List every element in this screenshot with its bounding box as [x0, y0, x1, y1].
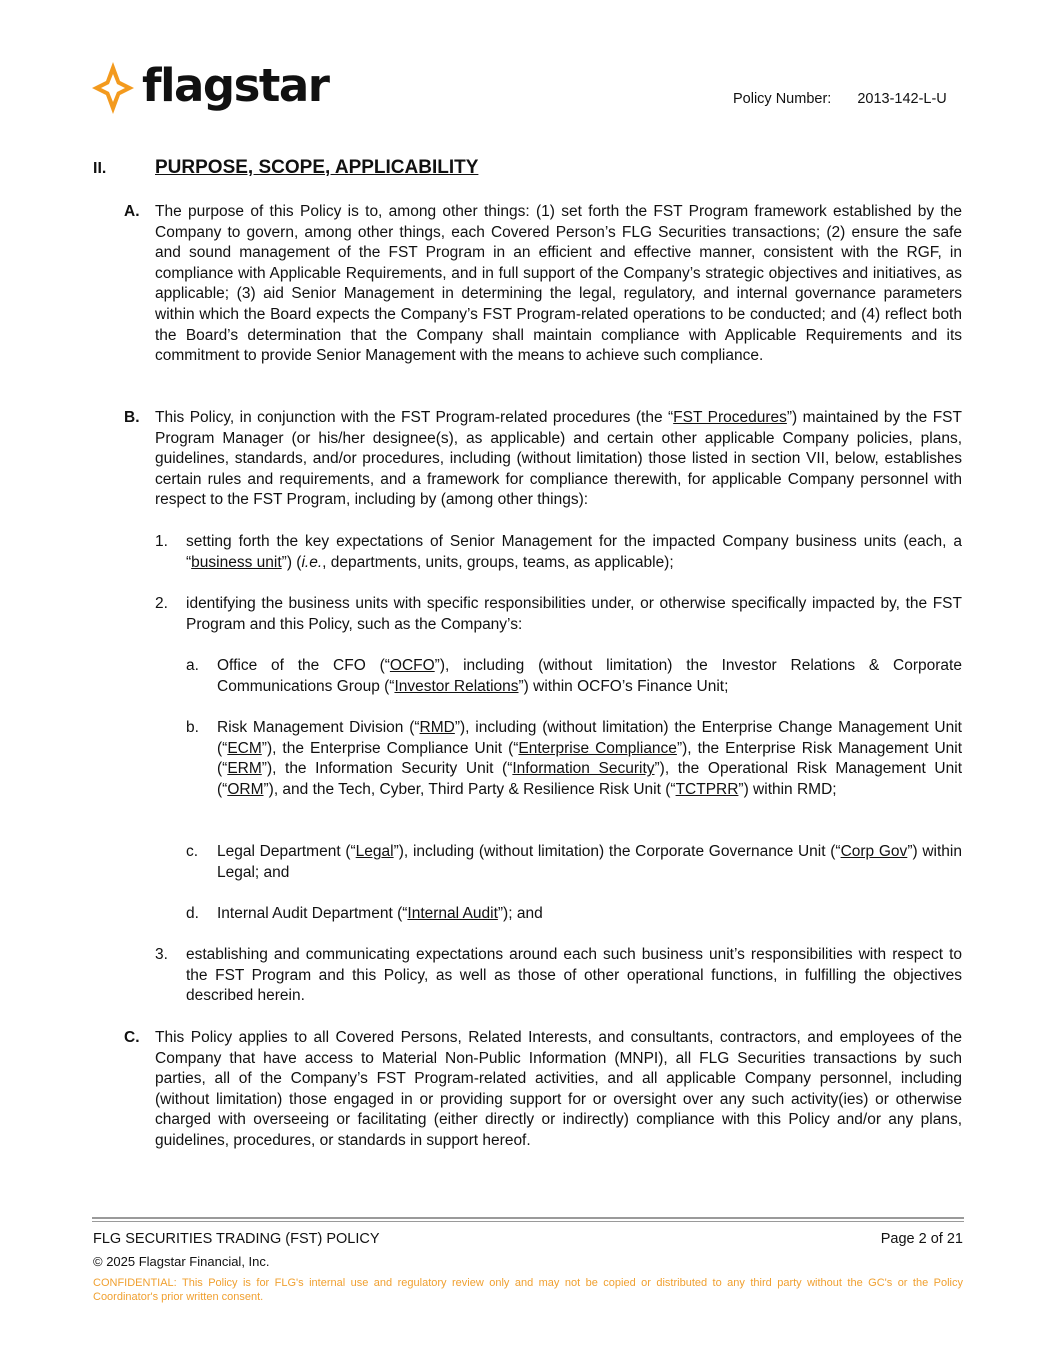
section-heading: [93, 157, 478, 179]
sub-item-a: Office of the CFO (“OCFO”), including (without limitation) the Investor Relations & Corporate Communications Group (“Investor Relations”) within OCFO’s Finance Unit;: [217, 657, 962, 695]
para-a: The purpose of this Policy is to, among other things: (1) set forth the FST Program framework established by the Company to govern, among other things, each Covered Person’s FLG Securities transactions; (2) ensure the safe and sound management of the FST Program in an efficient and effective manner, consistent with the RGF, in compliance with Applicable Requirements, and in full support of the Company’s strategic objectives and initiatives, as applicable; (3) aid Senior Management in determining the legal, regulatory, and internal governance parameters within which the Board expects the Company’s FST Program-related operations to be conducted; and (4) reflect both the Board’s determination that the Company shall maintain compliance with Applicable Requirements and its commitment to provide Senior Management with the means to achieve such compliance.: [155, 203, 962, 365]
footer-rule-thin: [92, 1221, 964, 1222]
footer-rule: [92, 1217, 964, 1219]
section-title: PURPOSE, SCOPE, APPLICABILITY: [155, 157, 479, 178]
policy-number: [733, 91, 947, 107]
sub-c-label: c.: [186, 843, 199, 860]
para-b-label: B.: [124, 409, 140, 426]
term-ecm: ECM: [227, 739, 262, 757]
term-business-unit: business unit: [191, 553, 282, 571]
item-1: setting forth the key expectations of Senior Management for the impacted Company business units (each, a “business unit”) (i.e., departments, units, groups, teams, as applicable);: [186, 533, 962, 571]
item-3: establishing and communicating expectations around each such business unit’s responsibilities with respect to the FST Program and this Policy, as well as those of other operational functions, in fulfilling the objectives described herein.: [186, 946, 962, 1005]
term-corp-gov: Corp Gov: [840, 843, 908, 860]
sub-d-label: d.: [186, 905, 199, 922]
footer-copyright: © 2025 Flagstar Financial, Inc.: [93, 1254, 270, 1269]
term-fst-procedures: FST Procedures: [673, 409, 787, 426]
sub-b-label: b.: [186, 719, 199, 736]
policy-number-label: Policy Number:: [733, 91, 832, 107]
term-legal: Legal: [355, 843, 394, 860]
footer-confidential-notice: CONFIDENTIAL: This Policy is for FLG's internal use and regulatory review only and may not be copied or distributed to any third party without the GC's or the Policy Coordinator's prior written consent.: [93, 1277, 963, 1303]
section-number: II.: [93, 160, 107, 177]
item-2-label: 2.: [155, 595, 168, 612]
footer-page-number: Page 2 of 21: [880, 1231, 963, 1247]
para-c-label: C.: [124, 1029, 140, 1046]
term-enterprise-compliance: Enterprise Compliance: [518, 739, 677, 757]
sub-item-b: Risk Management Division (“RMD”), including (without limitation) the Enterprise Change Management Unit (“ECM”), the Enterprise Compliance Unit (“Enterprise Compliance”), the Enterprise Risk Management Unit (“ERM”), the Information Security Unit (“Information Security”), the Operational Risk Management Unit (“ORM”), and the Tech, Cyber, Third Party & Resilience Risk Unit (“TCTPRR”) within RMD;: [217, 719, 963, 798]
para-a-label: A.: [124, 203, 140, 220]
item-3-label: 3.: [155, 946, 168, 963]
sub-item-d: Internal Audit Department (“Internal Audit”); and: [217, 905, 543, 922]
para-b: This Policy, in conjunction with the FST Program-related procedures (the “FST Procedures”) maintained by the FST Program Manager (or his/her designee(s), as applicable) and certain other applicable Company policies, plans, guidelines, standards, and/or procedures, including (without limitation) those listed in section VII, below, establishes certain rules and requirements, and a framework for compliance therewith, for applicable Company personnel with respect to the FST Program, including by (among other things):: [155, 409, 962, 509]
sub-item-c: Legal Department (“Legal”), including (without limitation) the Corporate Governance Unit (“Corp Gov”) within Legal; and: [217, 843, 962, 881]
flagstar-logo: [92, 60, 328, 116]
policy-number-value: 2013-142-L-U: [857, 91, 947, 107]
term-tctprr: TCTPRR: [675, 780, 739, 798]
term-internal-audit: Internal Audit: [407, 905, 498, 922]
para-c: This Policy applies to all Covered Persons, Related Interests, and consultants, contractors, and employees of the Company that have access to Material Non-Public Information (MNPI), all FLG Securities transactions by such parties, all of the Company’s FST Program-related activities, and all applicable Company personnel, including (without limitation) those engaged in or providing support for or oversight over any such activity(ies) or otherwise charged with overseeing or facilitating (either directly or indirectly) compliance with this Policy and/or any plans, guidelines, procedures, or standards in support hereof.: [155, 1029, 962, 1149]
flagstar-star-icon: [92, 62, 134, 114]
term-information-security: Information Security: [512, 760, 655, 778]
item-2: identifying the business units with specific responsibilities under, or otherwise specifically impacted by, the FST Program and this Policy, such as the Company’s:: [186, 595, 962, 633]
sub-a-label: a.: [186, 657, 199, 674]
logo-wordmark: flagstar: [142, 58, 329, 112]
term-investor-relations: Investor Relations: [394, 677, 519, 695]
item-1-label: 1.: [155, 533, 168, 550]
term-orm: ORM: [227, 780, 264, 798]
term-rmd: RMD: [419, 719, 455, 736]
term-ocfo: OCFO: [389, 657, 435, 674]
term-erm: ERM: [227, 760, 262, 778]
footer-doc-title: FLG SECURITIES TRADING (FST) POLICY: [93, 1231, 380, 1247]
